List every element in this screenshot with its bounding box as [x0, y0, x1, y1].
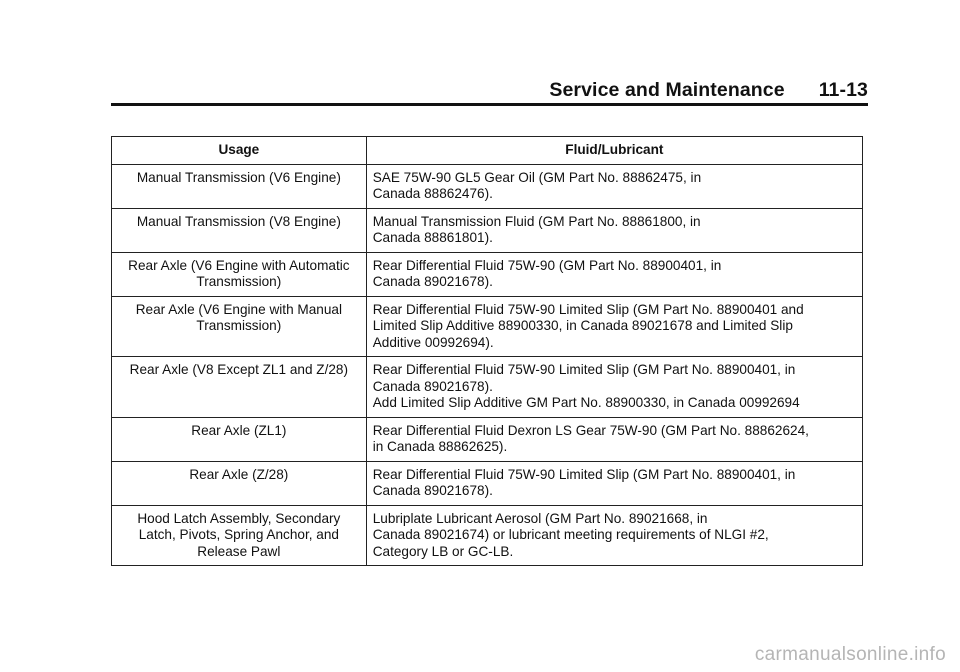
fluid-cell: [366, 357, 862, 418]
table-row: [112, 505, 863, 566]
fluid-line: Rear Differential Fluid Dexron LS Gear 75W-90 (GM Part No. 88862624,: [372, 422, 809, 438]
usage-line: Transmission): [196, 274, 282, 289]
fluid-cell: [366, 208, 862, 252]
fluid-line: Rear Differential Fluid 75W-90 Limited Slip (GM Part No. 88900401, in: [372, 362, 796, 377]
section-title: Service and Maintenance: [549, 79, 785, 101]
usage-cell: [112, 208, 367, 252]
fluid-cell: [366, 417, 862, 461]
fluid-cell: [366, 461, 862, 505]
fluid-cell: [366, 252, 862, 296]
fluid-line: Rear Differential Fluid 75W-90 (GM Part No. 88900401, in: [372, 257, 722, 273]
fluid-line: Canada 88861801).: [372, 230, 493, 245]
fluid-cell: [366, 505, 862, 566]
usage-line: Manual Transmission (V6 Engine): [136, 169, 341, 185]
fluid-line: Category LB or GC-LB.: [372, 543, 514, 559]
usage-line: Rear Axle (V6 Engine with Automatic: [128, 257, 350, 273]
table-row: [112, 164, 863, 208]
usage-line: Rear Axle (V8 Except ZL1 and Z/28): [129, 362, 349, 377]
usage-line: Transmission): [196, 318, 282, 333]
usage-line: Hood Latch Assembly, Secondary: [137, 510, 341, 526]
table-row: [112, 252, 863, 296]
fluid-line: Add Limited Slip Additive GM Part No. 88900330, in Canada 00992694: [372, 395, 800, 410]
fluid-line: Canada 89021674) or lubricant meeting requirements of NLGI #2,: [372, 527, 769, 542]
watermark: carmanualsonline.info: [754, 644, 946, 665]
usage-cell: [112, 461, 367, 505]
table-row: [112, 357, 863, 418]
fluid-line: in Canada 88862625).: [372, 439, 508, 454]
table-row: [112, 417, 863, 461]
usage-line: Latch, Pivots, Spring Anchor, and: [138, 527, 339, 542]
page-number: 11-13: [818, 79, 868, 101]
column-header-usage: Usage: [112, 137, 367, 165]
usage-cell: [112, 164, 367, 208]
fluid-line: Manual Transmission Fluid (GM Part No. 88861800, in: [372, 213, 701, 229]
table-row: [112, 208, 863, 252]
fluid-line: SAE 75W-90 GL5 Gear Oil (GM Part No. 88862475, in: [372, 169, 702, 185]
usage-line: Rear Axle (Z/28): [189, 466, 289, 482]
fluid-line: Rear Differential Fluid 75W-90 Limited Slip (GM Part No. 88900401, in: [372, 466, 796, 482]
table-body: [112, 164, 863, 566]
usage-cell: [112, 417, 367, 461]
usage-line: Rear Axle (ZL1): [191, 422, 287, 438]
fluid-cell: [366, 164, 862, 208]
fluid-line: Canada 88862476).: [372, 186, 493, 201]
fluid-line: Canada 89021678).: [372, 274, 493, 289]
fluid-line: Limited Slip Additive 88900330, in Canada 89021678 and Limited Slip: [372, 318, 793, 333]
usage-cell: [112, 296, 367, 357]
page-header: [111, 76, 868, 102]
usage-line: Rear Axle (V6 Engine with Manual: [135, 301, 342, 317]
usage-line: Manual Transmission (V8 Engine): [136, 213, 341, 229]
fluid-line: Additive 00992694).: [372, 334, 494, 350]
fluid-line: Canada 89021678).: [372, 378, 493, 394]
fluid-cell: [366, 296, 862, 357]
table-row: [112, 461, 863, 505]
fluids-lubricants-table: [111, 136, 863, 566]
usage-cell: [112, 505, 367, 566]
fluid-line: Lubriplate Lubricant Aerosol (GM Part No. 89021668, in: [372, 510, 708, 526]
column-header-fluid: Fluid/Lubricant: [366, 137, 862, 165]
usage-line: Release Pawl: [197, 543, 281, 559]
fluid-line: Canada 89021678).: [372, 483, 493, 498]
fluid-line: Rear Differential Fluid 75W-90 Limited Slip (GM Part No. 88900401 and: [372, 301, 804, 317]
usage-cell: [112, 252, 367, 296]
table-row: [112, 296, 863, 357]
header-rule: [111, 103, 868, 106]
table-header-row: [112, 137, 863, 165]
usage-cell: [112, 357, 367, 418]
